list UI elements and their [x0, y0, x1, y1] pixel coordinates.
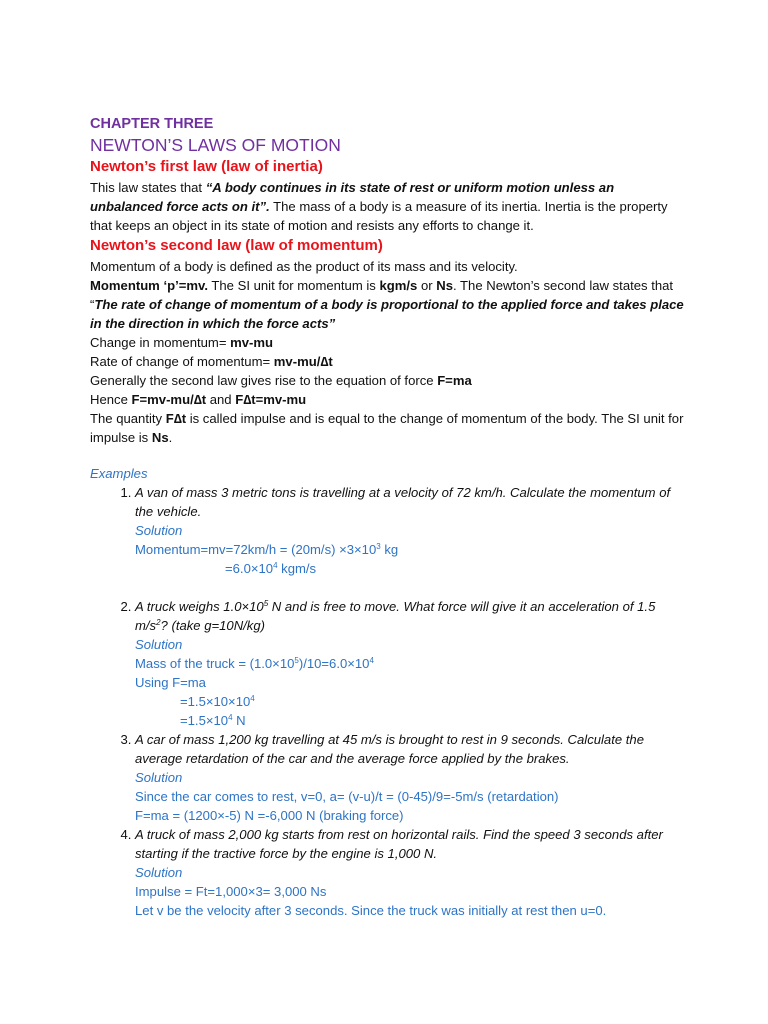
example-3-solution-label: Solution: [135, 770, 183, 785]
examples-heading: Examples: [90, 466, 148, 481]
chapter-title: NEWTON’S LAWS OF MOTION: [90, 135, 341, 155]
change-in-momentum: Change in momentum= mv-mu: [90, 335, 274, 350]
second-law-heading: Newton’s second law (law of momentum): [90, 237, 383, 254]
document-page: [90, 114, 690, 920]
example-4-solution-label: Solution: [135, 865, 183, 880]
rate-of-change: Rate of change of momentum= mv-mu/∆t: [90, 354, 333, 369]
impulse-paragraph: The quantity F∆t is called impulse and is equal to the change of momentum of the body. The SI unit for impulse is Ns.: [90, 411, 684, 445]
example-2-line-1: Mass of the truck = $(1.0\times 10^5)/10=6.0\times 10^4$: [135, 656, 374, 671]
example-3-line-2: F=ma = (1200×-5) N =-6,000 N (braking force): [135, 808, 404, 823]
momentum-paragraph: Momentum ‘p’=mv. The SI unit for momentum is kgm/s or Ns. The Newton’s second law states that “The rate of change of momentum of a body is proportional to the applied force and takes place in the direction in which the force acts”: [90, 278, 684, 331]
example-2-solution-label: Solution: [135, 637, 183, 652]
example-3-line-1: Since the car comes to rest, v=0, a= (v-u)/t = (0-45)/9=-5m/s (retardation): [135, 789, 559, 804]
example-2-line-2: Using F=ma: [135, 675, 206, 690]
first-law-paragraph: This law states that “A body continues in its state of rest or uniform motion unless an unbalanced force acts on it”. The mass of a body is a measure of its inertia. Inertia is the property that keeps an object in its state of motion and resists any efforts to change it.: [90, 180, 668, 233]
examples-list: [90, 483, 690, 920]
example-1-question: 1. A van of mass 3 metric tons is travelling at a velocity of 72 km/h. Calculate the momentum of the vehicle.: [135, 485, 671, 519]
example-1-line-1: Momentum=mv=72km/h = $(20m/s) \times 3\times 10^3$ kg: [135, 542, 399, 557]
example-1-solution-label: Solution: [135, 523, 183, 538]
chapter-label: CHAPTER THREE: [90, 116, 214, 132]
force-equation: Generally the second law gives rise to the equation of force F=ma: [90, 373, 472, 388]
example-4-line-2: Let v be the velocity after 3 seconds. Since the truck was initially at rest then u=0.: [135, 903, 607, 918]
example-2-line-3: $=1.5\times 10\times 10^4$: [180, 694, 255, 709]
momentum-definition: Momentum of a body is defined as the product of its mass and its velocity.: [90, 259, 518, 274]
example-1: [135, 483, 690, 597]
example-3-question: 3. A car of mass 1,200 kg travelling at 45 m/s is brought to rest in 9 seconds. Calculate the average retardation of the car and the average force applied by the brakes.: [135, 732, 644, 766]
hence-line: Hence F=mv-mu/∆t and F∆t=mv-mu: [90, 392, 307, 407]
example-4-line-1: Impulse = Ft=1,000×3= 3,000 Ns: [135, 884, 327, 899]
example-4-question: 4. A truck of mass 2,000 kg starts from rest on horizontal rails. Find the speed 3 seconds after starting if the tractive force by the engine is 1,000 N.: [135, 827, 663, 861]
example-1-line-2: $=6.0\times 10^4$ kgm/s: [225, 561, 317, 576]
example-2: [135, 597, 690, 730]
example-4: [135, 825, 690, 920]
first-law-heading: Newton’s first law (law of inertia): [90, 158, 323, 175]
example-2-line-4: $=1.5\times 10^4$ N: [180, 713, 246, 728]
example-3: [135, 730, 690, 825]
example-2-question: 2. A truck weighs $1.0\times 10^5$ N and is free to move. What force will give it an acceleration of 1.5 $m/s^2$? (take g=10N/kg): [135, 599, 656, 633]
examples-section: [90, 464, 690, 920]
